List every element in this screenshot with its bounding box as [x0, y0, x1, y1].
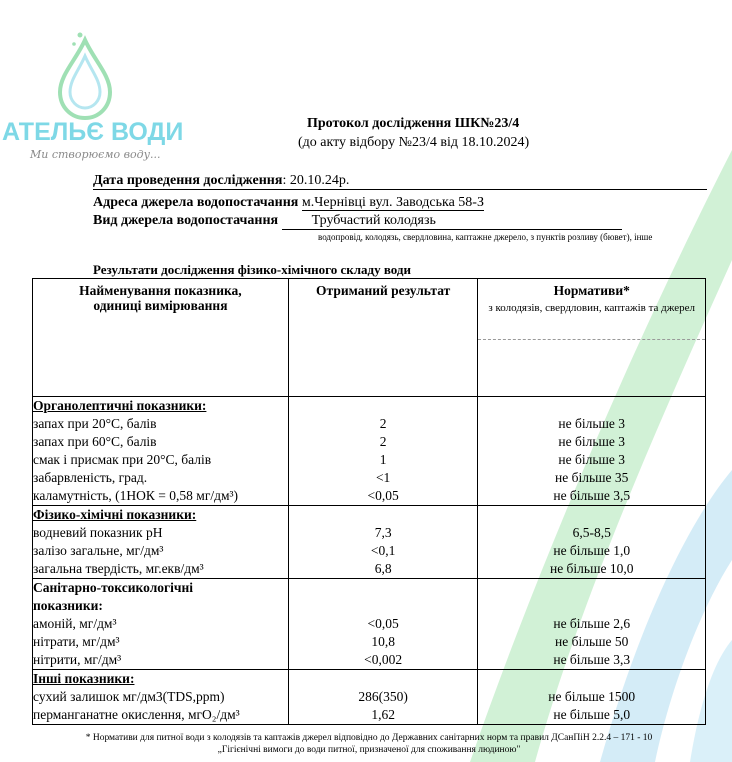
group-title: Інші показники: — [33, 671, 135, 686]
source-value — [282, 213, 622, 230]
logo-tagline: Ми створюємо воду... — [30, 148, 161, 161]
row-result: <0,002 — [364, 652, 403, 667]
row-name: каламутність, (1НОК = 0,58 мг/дм³) — [33, 488, 239, 503]
document-title: Протокол дослідження ШК№23/4 — [307, 116, 520, 131]
row-norm: не більше 5,0 — [553, 707, 631, 722]
row-name: нітрати, мг/дм³ — [33, 634, 120, 649]
row-norm: не більше 3 — [558, 416, 626, 431]
row-result: <0,1 — [370, 543, 396, 558]
logo — [2, 30, 184, 170]
row-result: <0,05 — [367, 488, 399, 503]
row-name: загальна твердість, мг.екв/дм³ — [33, 561, 204, 576]
row-norm: не більше 50 — [555, 634, 629, 649]
row-norm: не більше 35 — [555, 470, 629, 485]
row-result: 1,62 — [371, 707, 395, 722]
row-name: залізо загальне, мг/дм³ — [33, 543, 164, 558]
row-result: 10,8 — [371, 634, 395, 649]
group-title: Фізико-хімічні показники: — [33, 507, 197, 522]
header-name-line1: Найменування показника, — [79, 283, 242, 298]
header-norm-sub: з колодязів, свердловин, каптажів та джерел — [488, 302, 695, 314]
header-name-cell — [33, 279, 289, 397]
source-label: Вид джерела водопостачання — [93, 213, 279, 228]
footnote-line1: * Нормативи для питної води з колодязів та каптажів джерел відповідно до Державних санітарних норм та правил ДСанПіН 2.2.4 – 171 - 10 — [85, 733, 653, 743]
row-result: <1 — [375, 470, 391, 485]
source-row — [93, 213, 622, 230]
section-title: Результати дослідження фізико-хімічного складу води — [93, 262, 411, 277]
row-result: 286(350) — [358, 689, 408, 704]
row-result: 2 — [379, 416, 387, 431]
group-title: Санітарно-токсикологічні — [33, 580, 194, 595]
row-result: 2 — [379, 434, 387, 449]
address-value: м.Чернівці вул. Заводська 58-З — [301, 195, 484, 210]
logo-name: АТЕЛЬЄ ВОДИ — [2, 118, 184, 146]
date-label: Дата проведення дослідження — [93, 173, 283, 188]
header-norm-cell — [478, 279, 706, 397]
row-name: перманганатне окислення, мгО₂/дм³ — [33, 707, 240, 722]
row-norm: не більше 3 — [558, 434, 626, 449]
row-name: сухий залишок мг/дм3(TDS,ppm) — [33, 689, 225, 704]
row-name: забарвленість, град. — [33, 470, 148, 485]
document-subtitle: (до акту відбору №23/4 від 18.10.2024) — [298, 135, 530, 150]
table-row — [33, 506, 706, 579]
group-title: Органолептичні показники: — [33, 398, 207, 413]
header-name-line2: одиниці вимірювання — [93, 298, 228, 313]
table-header-row — [33, 279, 706, 397]
date-row — [93, 173, 707, 190]
source-hint: водопровід, колодязь, свердловина, каптажне джерело, з пунктів розливу (бювет), інше — [318, 232, 653, 242]
footnote-line2: „Гігієнічні вимоги до води питної, призначеної для споживання людиною" — [217, 745, 521, 755]
row-norm: не більше 10,0 — [549, 561, 634, 576]
header-result: Отриманий результат — [316, 283, 451, 298]
row-name: амоній, мг/дм³ — [33, 616, 117, 631]
water-drop-icon — [50, 30, 120, 122]
row-norm: не більше 3,5 — [553, 488, 631, 503]
row-norm: 6,5-8,5 — [572, 525, 611, 540]
address-label: Адреса джерела водопостачання — [93, 195, 299, 210]
header-norm: Нормативи* — [553, 283, 630, 298]
row-norm: не більше 1500 — [548, 689, 636, 704]
row-name: запах при 60°C, балів — [33, 434, 157, 449]
row-norm: не більше 1,0 — [553, 543, 631, 558]
source-value-text: Трубчастий колодязь — [311, 213, 436, 228]
row-norm: не більше 3,3 — [553, 652, 631, 667]
row-name: нітрити, мг/дм³ — [33, 652, 122, 667]
header-result-cell — [288, 279, 478, 397]
row-result: 6,8 — [374, 561, 392, 576]
row-name: водневий показник pH — [33, 525, 163, 540]
address-row — [93, 195, 484, 211]
row-norm: не більше 3 — [558, 452, 626, 467]
row-result: 1 — [379, 452, 387, 467]
row-name: запах при 20°C, балів — [33, 416, 157, 431]
table-row — [33, 670, 706, 725]
row-name: смак і присмак при 20°C, балів — [33, 452, 212, 467]
table-row — [33, 397, 706, 506]
row-result: <0,05 — [367, 616, 399, 631]
row-result: 7,3 — [374, 525, 392, 540]
row-norm: не більше 2,6 — [553, 616, 631, 631]
group-title-line2: показники: — [33, 598, 103, 613]
table-row — [33, 579, 706, 670]
results-table — [32, 278, 706, 725]
header-divider — [478, 339, 705, 340]
date-value: : 20.10.24р. — [282, 173, 350, 188]
